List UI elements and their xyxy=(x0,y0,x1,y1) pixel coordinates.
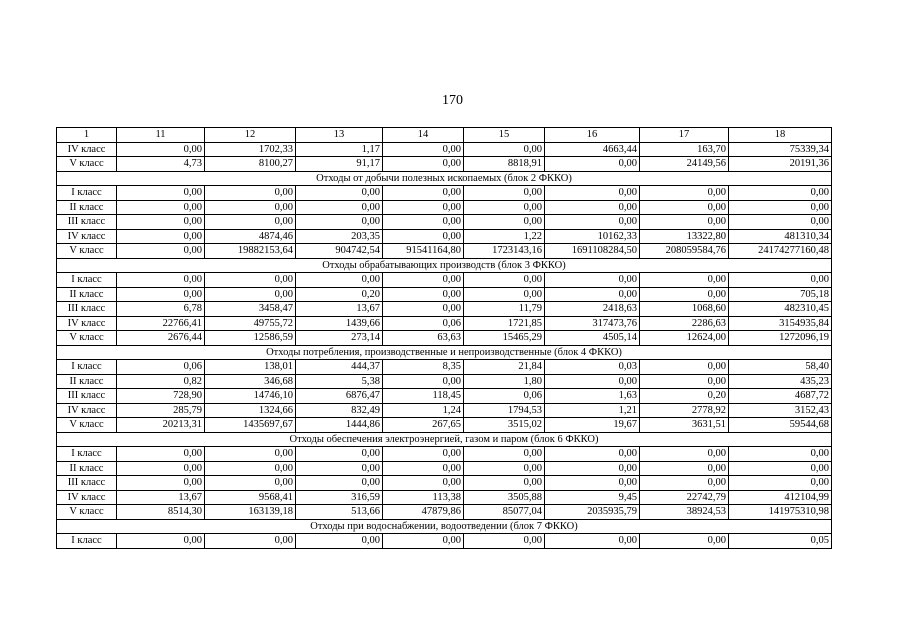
table-cell: 0,00 xyxy=(205,447,296,462)
column-header: 13 xyxy=(296,128,383,143)
hazard-class-label: I класс xyxy=(57,273,117,288)
table-cell: 0,00 xyxy=(296,273,383,288)
header-row xyxy=(57,128,832,143)
table-cell: 0,00 xyxy=(545,215,640,230)
table-cell: 0,00 xyxy=(545,534,640,549)
table-cell: 0,00 xyxy=(383,447,464,462)
table-cell: 0,00 xyxy=(545,200,640,215)
table-row xyxy=(57,476,832,491)
table-cell: 0,00 xyxy=(464,476,545,491)
table-cell: 0,00 xyxy=(545,461,640,476)
table-cell: 14746,10 xyxy=(205,389,296,404)
hazard-class-label: I класс xyxy=(57,360,117,375)
table-cell: 1,21 xyxy=(545,403,640,418)
hazard-class-label: II класс xyxy=(57,287,117,302)
table-cell: 20213,31 xyxy=(117,418,205,433)
table-row xyxy=(57,229,832,244)
table-cell: 0,00 xyxy=(729,273,832,288)
table-cell: 0,00 xyxy=(205,215,296,230)
table-row xyxy=(57,215,832,230)
table-cell: 1,63 xyxy=(545,389,640,404)
hazard-class-label: V класс xyxy=(57,505,117,520)
table-row xyxy=(57,374,832,389)
table-row xyxy=(57,403,832,418)
table-cell: 0,00 xyxy=(117,186,205,201)
column-header: 18 xyxy=(729,128,832,143)
table-cell: 24174277160,48 xyxy=(729,244,832,259)
table-cell: 1435697,67 xyxy=(205,418,296,433)
table-cell: 3505,88 xyxy=(464,490,545,505)
table-cell: 267,65 xyxy=(383,418,464,433)
table-cell: 316,59 xyxy=(296,490,383,505)
table-cell: 444,37 xyxy=(296,360,383,375)
table-cell: 0,00 xyxy=(545,273,640,288)
table-cell: 0,00 xyxy=(729,461,832,476)
table-cell: 0,00 xyxy=(640,447,729,462)
section-title: Отходы потребления, производственные и непроизводственные (блок 4 ФККО) xyxy=(57,345,832,360)
table-row xyxy=(57,142,832,157)
hazard-class-label: I класс xyxy=(57,186,117,201)
hazard-class-label: II класс xyxy=(57,461,117,476)
table-row xyxy=(57,389,832,404)
hazard-class-label: III класс xyxy=(57,389,117,404)
table-cell: 208059584,76 xyxy=(640,244,729,259)
hazard-class-label: III класс xyxy=(57,215,117,230)
table-cell: 0,00 xyxy=(117,287,205,302)
table-cell: 0,82 xyxy=(117,374,205,389)
table-row xyxy=(57,302,832,317)
table-cell: 24149,56 xyxy=(640,157,729,172)
table-cell: 12586,59 xyxy=(205,331,296,346)
table-row xyxy=(57,331,832,346)
table-cell: 0,00 xyxy=(729,200,832,215)
table-cell: 3154935,84 xyxy=(729,316,832,331)
table-row xyxy=(57,447,832,462)
table-cell: 4687,72 xyxy=(729,389,832,404)
table-cell: 0,00 xyxy=(383,287,464,302)
table-cell: 4,73 xyxy=(117,157,205,172)
table-cell: 4505,14 xyxy=(545,331,640,346)
table-row xyxy=(57,200,832,215)
column-header: 12 xyxy=(205,128,296,143)
table-cell: 0,06 xyxy=(117,360,205,375)
table-cell: 0,00 xyxy=(296,447,383,462)
section-title: Отходы при водоснабжении, водоотведении (блок 7 ФККО) xyxy=(57,519,832,534)
table-cell: 49755,72 xyxy=(205,316,296,331)
table-cell: 273,14 xyxy=(296,331,383,346)
section-row xyxy=(57,432,832,447)
hazard-class-label: I класс xyxy=(57,534,117,549)
table-row xyxy=(57,505,832,520)
hazard-class-label: III класс xyxy=(57,476,117,491)
table-cell: 2035935,79 xyxy=(545,505,640,520)
table-cell: 0,05 xyxy=(729,534,832,549)
table-cell: 5,38 xyxy=(296,374,383,389)
table-cell: 0,00 xyxy=(464,142,545,157)
table-cell: 118,45 xyxy=(383,389,464,404)
column-header: 1 xyxy=(57,128,117,143)
table-cell: 412104,99 xyxy=(729,490,832,505)
table-cell: 0,00 xyxy=(296,461,383,476)
table-cell: 0,03 xyxy=(545,360,640,375)
table-cell: 0,00 xyxy=(640,360,729,375)
table-cell: 0,00 xyxy=(205,200,296,215)
table-cell: 163139,18 xyxy=(205,505,296,520)
table-cell: 705,18 xyxy=(729,287,832,302)
table-cell: 0,00 xyxy=(545,186,640,201)
table-cell: 0,00 xyxy=(545,374,640,389)
table-cell: 0,00 xyxy=(383,374,464,389)
hazard-class-label: V класс xyxy=(57,418,117,433)
table-cell: 4663,44 xyxy=(545,142,640,157)
table-cell: 0,00 xyxy=(545,157,640,172)
hazard-class-label: IV класс xyxy=(57,142,117,157)
table-cell: 3515,02 xyxy=(464,418,545,433)
table-cell: 2778,92 xyxy=(640,403,729,418)
table-cell: 0,00 xyxy=(464,447,545,462)
table-row xyxy=(57,461,832,476)
table-cell: 91,17 xyxy=(296,157,383,172)
table-cell: 2676,44 xyxy=(117,331,205,346)
table-row xyxy=(57,418,832,433)
page-number: 170 xyxy=(442,93,463,108)
table-cell: 0,00 xyxy=(117,244,205,259)
table-cell: 8818,91 xyxy=(464,157,545,172)
hazard-class-label: V класс xyxy=(57,331,117,346)
table-cell: 0,00 xyxy=(729,476,832,491)
table-row xyxy=(57,244,832,259)
table-cell: 58,40 xyxy=(729,360,832,375)
table-row xyxy=(57,186,832,201)
table-cell: 0,00 xyxy=(383,273,464,288)
table-cell: 3458,47 xyxy=(205,302,296,317)
table-cell: 0,00 xyxy=(205,287,296,302)
table-cell: 832,49 xyxy=(296,403,383,418)
table-cell: 285,79 xyxy=(117,403,205,418)
table-cell: 904742,54 xyxy=(296,244,383,259)
table-cell: 19882153,64 xyxy=(205,244,296,259)
column-header: 16 xyxy=(545,128,640,143)
column-header: 14 xyxy=(383,128,464,143)
table-cell: 0,00 xyxy=(640,476,729,491)
table-cell: 0,00 xyxy=(464,273,545,288)
table-cell: 0,00 xyxy=(383,142,464,157)
hazard-class-label: V класс xyxy=(57,157,117,172)
table-cell: 13,67 xyxy=(296,302,383,317)
table-cell: 1721,85 xyxy=(464,316,545,331)
hazard-class-label: IV класс xyxy=(57,229,117,244)
table-cell: 0,00 xyxy=(464,534,545,549)
table-cell: 0,00 xyxy=(117,215,205,230)
table-cell: 0,00 xyxy=(383,186,464,201)
table-cell: 481310,34 xyxy=(729,229,832,244)
table-cell: 1324,66 xyxy=(205,403,296,418)
hazard-class-label: II класс xyxy=(57,200,117,215)
table-row xyxy=(57,287,832,302)
table-cell: 0,00 xyxy=(640,273,729,288)
table-cell: 0,00 xyxy=(205,476,296,491)
table-cell: 4874,46 xyxy=(205,229,296,244)
section-row xyxy=(57,171,832,186)
table-cell: 3152,43 xyxy=(729,403,832,418)
table-cell: 47879,86 xyxy=(383,505,464,520)
table-row xyxy=(57,534,832,549)
table-cell: 0,00 xyxy=(640,215,729,230)
table-row xyxy=(57,360,832,375)
section-title: Отходы обеспечения электроэнергией, газом и паром (блок 6 ФККО) xyxy=(57,432,832,447)
table-cell: 0,00 xyxy=(383,302,464,317)
table-cell: 0,00 xyxy=(383,200,464,215)
table-row xyxy=(57,490,832,505)
table-cell: 0,00 xyxy=(117,447,205,462)
table-cell: 0,06 xyxy=(383,316,464,331)
table-cell: 0,00 xyxy=(640,534,729,549)
table-cell: 482310,45 xyxy=(729,302,832,317)
table-cell: 0,00 xyxy=(383,215,464,230)
table-cell: 21,84 xyxy=(464,360,545,375)
table-cell: 1723143,16 xyxy=(464,244,545,259)
table-cell: 0,00 xyxy=(729,215,832,230)
table-cell: 1,24 xyxy=(383,403,464,418)
table-cell: 0,00 xyxy=(117,461,205,476)
section-row xyxy=(57,345,832,360)
table-cell: 0,00 xyxy=(117,142,205,157)
table-cell: 91541164,80 xyxy=(383,244,464,259)
table-cell: 0,00 xyxy=(383,229,464,244)
table-cell: 0,20 xyxy=(640,389,729,404)
table-cell: 0,00 xyxy=(545,447,640,462)
table-cell: 0,00 xyxy=(296,200,383,215)
table-cell: 75339,34 xyxy=(729,142,832,157)
hazard-class-label: II класс xyxy=(57,374,117,389)
table-cell: 10162,33 xyxy=(545,229,640,244)
table-cell: 1,80 xyxy=(464,374,545,389)
table-row xyxy=(57,157,832,172)
table-cell: 0,00 xyxy=(464,200,545,215)
table-cell: 1691108284,50 xyxy=(545,244,640,259)
table-cell: 9568,41 xyxy=(205,490,296,505)
table-cell: 0,00 xyxy=(205,273,296,288)
table-cell: 113,38 xyxy=(383,490,464,505)
table-cell: 3631,51 xyxy=(640,418,729,433)
table-cell: 0,00 xyxy=(296,186,383,201)
table-cell: 317473,76 xyxy=(545,316,640,331)
table-cell: 1272096,19 xyxy=(729,331,832,346)
table-cell: 63,63 xyxy=(383,331,464,346)
table-cell: 346,68 xyxy=(205,374,296,389)
table-row xyxy=(57,273,832,288)
table-cell: 0,00 xyxy=(296,534,383,549)
section-row xyxy=(57,519,832,534)
table-cell: 0,00 xyxy=(117,273,205,288)
hazard-class-label: IV класс xyxy=(57,490,117,505)
table-cell: 8100,27 xyxy=(205,157,296,172)
column-header: 15 xyxy=(464,128,545,143)
table-cell: 1439,66 xyxy=(296,316,383,331)
table-cell: 2418,63 xyxy=(545,302,640,317)
table-cell: 163,70 xyxy=(640,142,729,157)
table-cell: 0,00 xyxy=(205,186,296,201)
table-cell: 8,35 xyxy=(383,360,464,375)
table-cell: 12624,00 xyxy=(640,331,729,346)
hazard-class-label: I класс xyxy=(57,447,117,462)
table-row xyxy=(57,316,832,331)
table-cell: 141975310,98 xyxy=(729,505,832,520)
table-cell: 38924,53 xyxy=(640,505,729,520)
table-cell: 13,67 xyxy=(117,490,205,505)
table-cell: 1702,33 xyxy=(205,142,296,157)
table-cell: 0,00 xyxy=(640,374,729,389)
table-cell: 0,00 xyxy=(729,186,832,201)
hazard-class-label: IV класс xyxy=(57,403,117,418)
table-cell: 15465,29 xyxy=(464,331,545,346)
table-cell: 0,00 xyxy=(383,476,464,491)
table-cell: 1,17 xyxy=(296,142,383,157)
table-cell: 2286,63 xyxy=(640,316,729,331)
table-cell: 0,00 xyxy=(545,287,640,302)
table-cell: 0,00 xyxy=(117,229,205,244)
table-cell: 6876,47 xyxy=(296,389,383,404)
section-title: Отходы обрабатывающих производств (блок 3 ФККО) xyxy=(57,258,832,273)
table-cell: 0,00 xyxy=(383,534,464,549)
table-cell: 9,45 xyxy=(545,490,640,505)
table-cell: 203,35 xyxy=(296,229,383,244)
table-body xyxy=(57,128,832,549)
table-cell: 11,79 xyxy=(464,302,545,317)
table-cell: 0,06 xyxy=(464,389,545,404)
column-header: 11 xyxy=(117,128,205,143)
table-cell: 1068,60 xyxy=(640,302,729,317)
table-cell: 0,00 xyxy=(464,186,545,201)
table-cell: 19,67 xyxy=(545,418,640,433)
table-cell: 0,00 xyxy=(464,287,545,302)
table-cell: 1794,53 xyxy=(464,403,545,418)
hazard-class-label: V класс xyxy=(57,244,117,259)
table-cell: 513,66 xyxy=(296,505,383,520)
table-cell: 0,00 xyxy=(464,215,545,230)
table-cell: 59544,68 xyxy=(729,418,832,433)
section-row xyxy=(57,258,832,273)
table-cell: 8514,30 xyxy=(117,505,205,520)
table-cell: 0,00 xyxy=(640,461,729,476)
hazard-class-label: IV класс xyxy=(57,316,117,331)
table-cell: 22742,79 xyxy=(640,490,729,505)
table-cell: 0,00 xyxy=(117,200,205,215)
table-cell: 0,00 xyxy=(464,461,545,476)
table-cell: 6,78 xyxy=(117,302,205,317)
table-cell: 0,00 xyxy=(296,215,383,230)
table-cell: 0,00 xyxy=(117,476,205,491)
table-cell: 0,00 xyxy=(205,534,296,549)
table-cell: 22766,41 xyxy=(117,316,205,331)
table-cell: 0,00 xyxy=(545,476,640,491)
table-cell: 138,01 xyxy=(205,360,296,375)
table-cell: 0,00 xyxy=(640,200,729,215)
table-cell: 0,00 xyxy=(205,461,296,476)
section-title: Отходы от добычи полезных ископаемых (блок 2 ФККО) xyxy=(57,171,832,186)
table-cell: 0,00 xyxy=(117,534,205,549)
table-cell: 0,00 xyxy=(640,186,729,201)
column-header: 17 xyxy=(640,128,729,143)
table-cell: 1444,86 xyxy=(296,418,383,433)
hazard-class-label: III класс xyxy=(57,302,117,317)
table-cell: 13322,80 xyxy=(640,229,729,244)
table-cell: 20191,36 xyxy=(729,157,832,172)
table-cell: 0,00 xyxy=(383,157,464,172)
table-cell: 0,00 xyxy=(383,461,464,476)
table-cell: 435,23 xyxy=(729,374,832,389)
table-cell: 0,00 xyxy=(640,287,729,302)
table-cell: 0,20 xyxy=(296,287,383,302)
table-cell: 728,90 xyxy=(117,389,205,404)
table-cell: 1,22 xyxy=(464,229,545,244)
table-cell: 0,00 xyxy=(729,447,832,462)
table-cell: 85077,04 xyxy=(464,505,545,520)
waste-data-table xyxy=(56,127,832,549)
table-cell: 0,00 xyxy=(296,476,383,491)
